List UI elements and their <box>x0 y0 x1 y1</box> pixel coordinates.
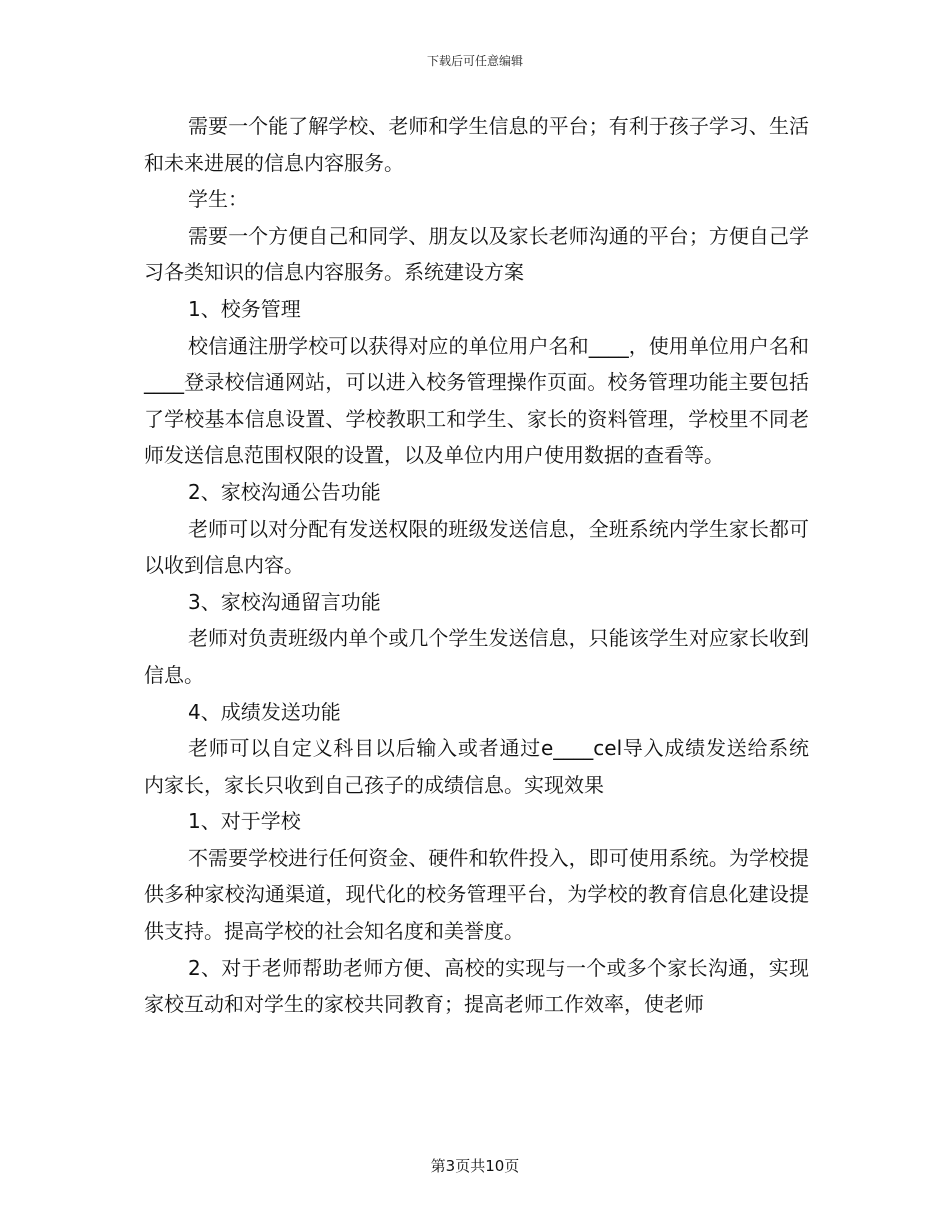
document-body <box>144 108 809 1023</box>
page-number: 第3页共10页 <box>430 1157 520 1175</box>
paragraph-for-teachers: 2、对于老师帮助老师方便、高校的实现与一个或多个家长沟通，实现家校互动和对学生的家校共同教育；提高老师工作效率，使老师 <box>144 955 809 1017</box>
paragraph-student-needs: 需要一个方便自己和同学、朋友以及家长老师沟通的平台；方便自己学习各类知识的信息内容服务。系统建设方案 <box>144 223 809 285</box>
heading-message: 3、家校沟通留言功能 <box>188 589 381 614</box>
paragraph-message: 老师对负责班级内单个或几个学生发送信息，只能该学生对应家长收到信息。 <box>144 626 809 687</box>
heading-grades: 4、成绩发送功能 <box>188 699 341 724</box>
heading-for-school: 1、对于学校 <box>188 809 301 834</box>
paragraph-announcement: 老师可以对分配有发送权限的班级发送信息，全班系统内学生家长都可以收到信息内容。 <box>144 516 809 578</box>
paragraph-parent-needs: 需要一个能了解学校、老师和学生信息的平台；有利于孩子学习、生活和未来进展的信息内容服务。 <box>144 114 809 175</box>
paragraph-grades: 老师可以自定义科目以后输入或者通过e____cel导入成绩发送给系统内家长，家长只收到自己孩子的成绩信息。实现效果 <box>144 736 809 797</box>
page-header-note: 下载后可任意编辑 <box>426 54 523 68</box>
heading-students: 学生： <box>188 187 248 212</box>
heading-school-admin: 1、校务管理 <box>188 296 301 321</box>
paragraph-for-school: 不需要学校进行任何资金、硬件和软件投入，即可使用系统。为学校提供多种家校沟通渠道，现代化的校务管理平台，为学校的教育信息化建设提供支持。提高学校的社会知名度和美誉度。 <box>144 845 809 944</box>
heading-announcement: 2、家校沟通公告功能 <box>188 479 381 504</box>
paragraph-school-admin: 校信通注册学校可以获得对应的单位用户名和____，使用单位用户名和____登录校信通网站，可以进入校务管理操作页面。校务管理功能主要包括了学校基本信息设置、学校教职工和学生、家长的资料管理，学校里不同老师发送信息范围权限的设置，以及单位内用户使用数据的查看等。 <box>144 333 809 468</box>
